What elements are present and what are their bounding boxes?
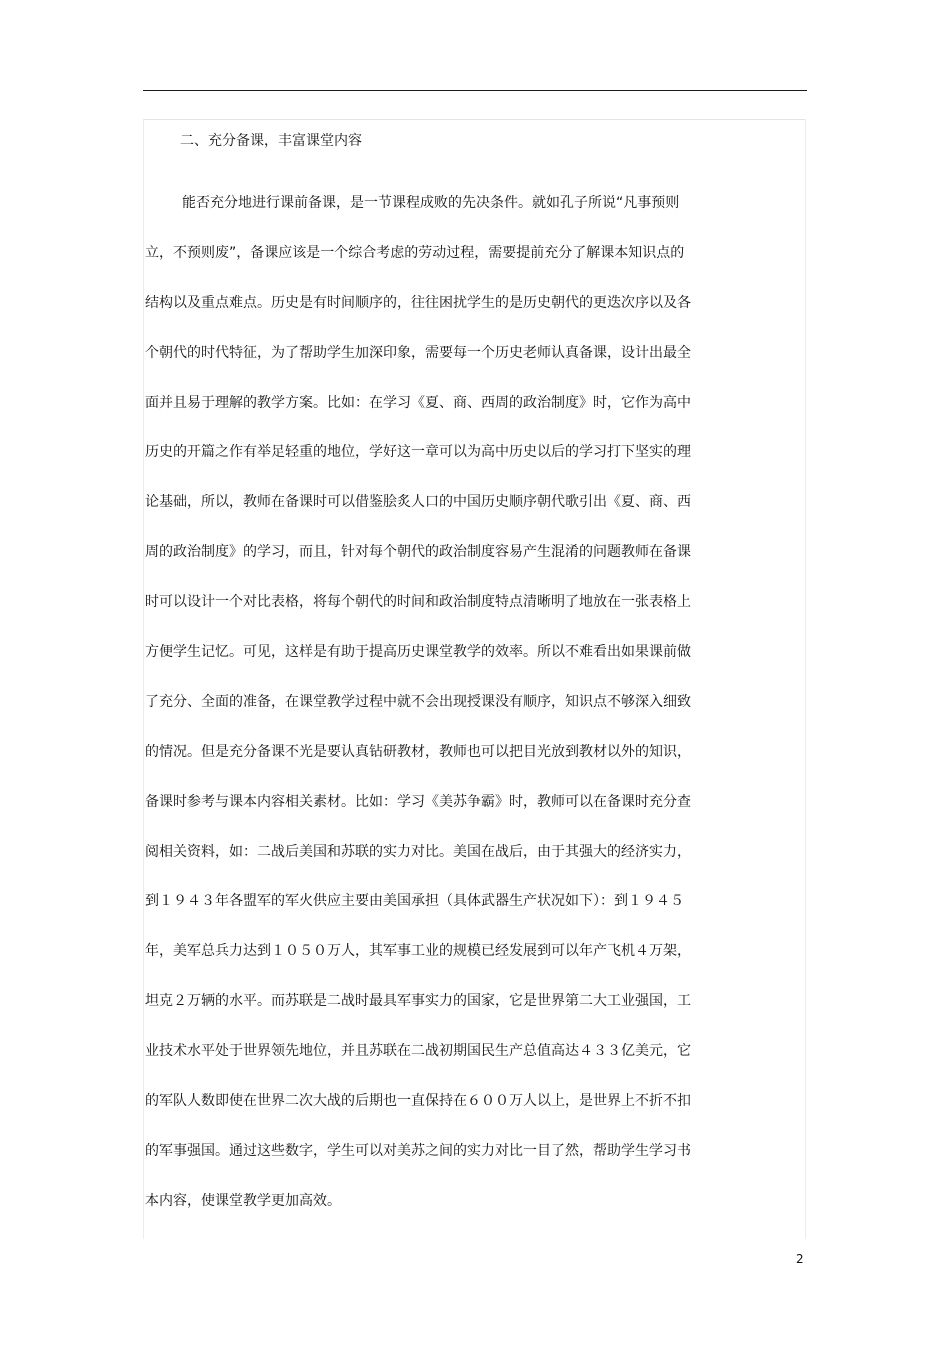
page-number: 2 — [796, 1252, 804, 1266]
paragraph-line: 面并且易于理解的教学方案。比如：在学习《夏、商、西周的政治制度》时，它作为高中 — [145, 394, 691, 411]
paragraph-line: 的军队人数即使在世界二次大战的后期也一直保持在６００万人以上，是世界上不折不扣 — [145, 1093, 691, 1110]
section-heading: 二、充分备课，丰富课堂内容 — [180, 133, 362, 149]
paragraph-line: 备课时参考与课本内容相关素材。比如：学习《美苏争霸》时，教师可以在备课时充分查 — [145, 793, 691, 810]
paragraph-line: 的军事强国。通过这些数字，学生可以对美苏之间的实力对比一目了然，帮助学生学习书 — [145, 1142, 691, 1159]
paragraph-line: 立，不预则废”，备课应该是一个综合考虑的劳动过程，需要提前充分了解课本知识点的 — [145, 244, 685, 261]
paragraph-line: 方便学生记忆。可见，这样是有助于提高历史课堂教学的效率。所以不难看出如果课前做 — [145, 644, 691, 661]
paragraph-line: 阅相关资料，如：二战后美国和苏联的实力对比。美国在战后，由于其强大的经济实力， — [145, 843, 691, 860]
header-rule — [143, 90, 807, 91]
paragraph-line: 的情况。但是充分备课不光是要认真钻研教材，教师也可以把目光放到教材以外的知识， — [145, 743, 691, 760]
paragraph-line: 个朝代的时代特征，为了帮助学生加深印象，需要每一个历史老师认真备课，设计出最全 — [145, 344, 691, 361]
paragraph-line: 业技术水平处于世界领先地位，并且苏联在二战初期国民生产总值高达４３３亿美元，它 — [145, 1043, 691, 1060]
paragraph-line: 周的政治制度》的学习，而且，针对每个朝代的政治制度容易产生混淆的问题教师在备课 — [145, 544, 691, 561]
paragraph-line: 本内容，使课堂教学更加高效。 — [145, 1192, 341, 1209]
paragraph-line: 时可以设计一个对比表格，将每个朝代的时间和政治制度特点清晰明了地放在一张表格上 — [145, 594, 691, 611]
paragraph-line: 到１９４３年各盟军的军火供应主要由美国承担（具体武器生产状况如下）：到１９４５ — [145, 893, 684, 910]
paragraph-line: 历史的开篇之作有举足轻重的地位，学好这一章可以为高中历史以后的学习打下坚实的理 — [145, 444, 691, 461]
paragraph-line: 年，美军总兵力达到１０５０万人，其军事工业的规模已经发展到可以年产飞机４万架， — [145, 943, 691, 960]
paragraph-line: 能否充分地进行课前备课，是一节课程成败的先决条件。就如孔子所说“凡事预则 — [182, 195, 680, 211]
paragraph-line: 坦克２万辆的水平。而苏联是二战时最具军事实力的国家，它是世界第二大工业强国，工 — [145, 993, 691, 1010]
body-paragraph — [145, 191, 735, 1239]
paragraph-line: 了充分、全面的准备，在课堂教学过程中就不会出现授课没有顺序，知识点不够深入细致 — [145, 693, 691, 710]
paragraph-line: 论基础，所以，教师在备课时可以借鉴脍炙人口的中国历史顺序朝代歌引出《夏、商、西 — [145, 494, 691, 511]
paragraph-line: 结构以及重点难点。历史是有时间顺序的，往往困扰学生的是历史朝代的更迭次序以及各 — [145, 294, 691, 311]
